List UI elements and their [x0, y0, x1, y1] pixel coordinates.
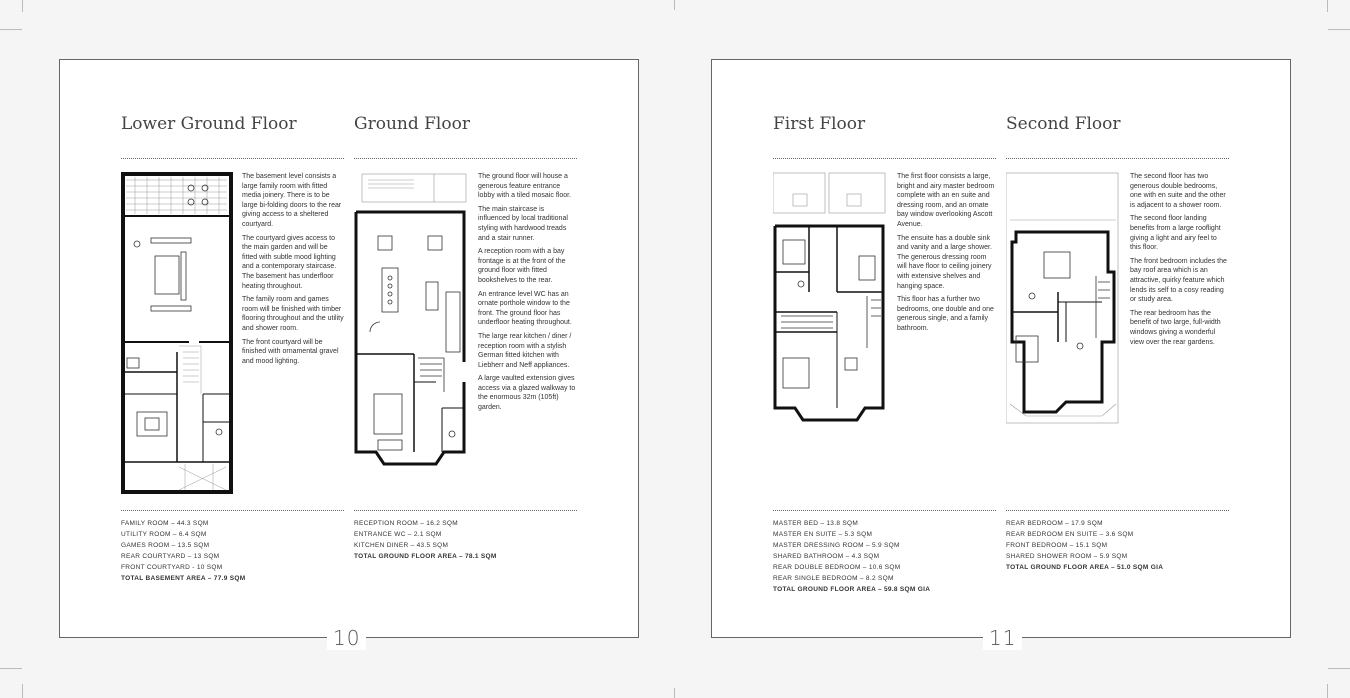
first-floor-plan: [773, 172, 889, 424]
dotted-divider: [354, 510, 577, 511]
area-schedule: [121, 518, 344, 584]
area-row: KITCHEN DINER – 43.5 SQM: [354, 542, 449, 549]
description-paragraph: The front bedroom includes the bay roof area which is an attractive, quirky feature which lends its self to a cosy reading or study area.: [1130, 257, 1227, 304]
area-row: GAMES ROOM – 13.5 SQM: [121, 542, 210, 549]
description-paragraph: The ground floor will house a generous feature entrance lobby with a tiled mosaic floor.: [478, 173, 571, 200]
area-row: REAR SINGLE BEDROOM – 8.2 SQM: [773, 575, 894, 582]
area-row: MASTER EN SUITE – 5.3 SQM: [773, 531, 873, 538]
description-paragraph: The first floor consists a large, bright and airy master bedroom complete with an en suite and dressing room, and an ornate bay window overlooking Ascott Avenue.: [897, 173, 995, 228]
description-paragraph: The second floor landing benefits from a large rooflight giving a light and airy feel to this floor.: [1130, 215, 1221, 252]
section-description: [897, 172, 996, 338]
dotted-divider: [121, 510, 344, 511]
dotted-divider: [773, 510, 996, 511]
page-number: 10: [327, 626, 366, 650]
area-row: MASTER BED – 13.8 SQM: [773, 520, 859, 527]
description-paragraph: The ensuite has a double sink and vanity and a large shower. The generous dressing room will have floor to ceiling joinery with extensive shelves and hanging space.: [897, 234, 992, 290]
dotted-divider: [1006, 510, 1229, 511]
area-row: REAR BEDROOM EN SUITE – 3.6 SQM: [1006, 531, 1134, 538]
dotted-divider: [354, 158, 577, 159]
area-total: TOTAL GROUND FLOOR AREA – 59.8 SQM GIA: [773, 586, 931, 593]
area-schedule: [1006, 518, 1229, 573]
description-paragraph: The basement level consists a large family room with fitted media joinery. There is to be large bi-folding doors to the rear giving access to a sheltered courtyard.: [242, 173, 342, 228]
area-schedule: [354, 518, 577, 562]
crop-mark: [0, 668, 22, 669]
description-paragraph: A reception room with a bay frontage is at the front of the ground floor with fitted bookshelves to the rear.: [478, 248, 566, 284]
section-title: Second Floor: [1006, 114, 1121, 134]
crop-mark: [674, 688, 675, 698]
area-row: RECEPTION ROOM – 16.2 SQM: [354, 520, 458, 527]
area-total: TOTAL GROUND FLOOR AREA – 51.0 SQM GIA: [1006, 564, 1164, 571]
dotted-divider: [773, 158, 996, 159]
crop-mark: [1328, 29, 1350, 30]
description-paragraph: The main staircase is influenced by local traditional styling with hardwood treads and a stair runner.: [478, 205, 568, 242]
area-schedule: [773, 518, 996, 595]
brochure-page-right: [711, 59, 1291, 650]
dotted-divider: [121, 158, 344, 159]
crop-mark: [22, 0, 23, 12]
crop-mark: [1327, 0, 1328, 12]
description-paragraph: A large vaulted extension gives access via a glazed walkway to the enormous 32m (105ft) garden.: [478, 375, 576, 412]
area-row: ENTRANCE WC – 2.1 SQM: [354, 531, 442, 538]
description-paragraph: The front courtyard will be finished with ornamental gravel and mood lighting.: [242, 338, 339, 365]
area-row: FRONT BEDROOM – 15.1 SQM: [1006, 542, 1108, 549]
crop-mark: [1328, 668, 1350, 669]
area-row: SHARED SHOWER ROOM – 5.9 SQM: [1006, 553, 1128, 560]
area-row: FRONT COURTYARD - 10 SQM: [121, 564, 223, 571]
lower-ground-floor-plan: [121, 172, 235, 496]
second-floor-plan: [1006, 172, 1120, 424]
area-row: REAR COURTYARD – 13 SQM: [121, 553, 220, 560]
section-title: First Floor: [773, 114, 866, 134]
ground-floor-plan: [354, 172, 468, 472]
section-title: Ground Floor: [354, 114, 470, 134]
area-total: TOTAL BASEMENT AREA – 77.9 SQM: [121, 575, 246, 582]
description-paragraph: The rear bedroom has the benefit of two large, full-width windows giving a wonderful view over the rear gardens.: [1130, 309, 1221, 346]
description-paragraph: An entrance level WC has an ornate porthole window to the front. The ground floor has underfloor heating throughout.: [478, 290, 572, 327]
description-paragraph: The family room and games room will be finished with timber flooring throughout and the utility and shower room.: [242, 296, 344, 332]
dotted-divider: [1006, 158, 1229, 159]
area-row: MASTER DRESSING ROOM – 5.9 SQM: [773, 542, 900, 549]
section-description: [1130, 172, 1229, 351]
description-paragraph: This floor has a further two bedrooms, one double and one generous single, and a family bathroom.: [897, 296, 994, 332]
description-paragraph: The large rear kitchen / diner / reception room with a stylish German fitted kitchen with Liebherr and Neff appliances.: [478, 332, 572, 369]
crop-mark: [674, 0, 675, 10]
area-row: FAMILY ROOM – 44.3 SQM: [121, 520, 209, 527]
section-description: [242, 172, 344, 370]
section-description: [478, 172, 577, 417]
page-number: 11: [983, 626, 1022, 650]
section-title: Lower Ground Floor: [121, 114, 297, 134]
area-row: UTILITY ROOM – 6.4 SQM: [121, 531, 207, 538]
crop-mark: [0, 29, 22, 30]
area-row: REAR BEDROOM – 17.9 SQM: [1006, 520, 1103, 527]
area-total: TOTAL GROUND FLOOR AREA – 78.1 SQM: [354, 553, 497, 560]
description-paragraph: The courtyard gives access to the main garden and will be fitted with subtle mood lighting and a contemporary staircase. The basement has underfloor heating throughout.: [242, 234, 337, 290]
area-row: REAR DOUBLE BEDROOM – 10.6 SQM: [773, 564, 901, 571]
description-paragraph: The second floor has two generous double bedrooms, one with en suite and the other is adjacent to a shower room.: [1130, 173, 1226, 209]
area-row: SHARED BATHROOM – 4.3 SQM: [773, 553, 880, 560]
crop-mark: [22, 684, 23, 698]
brochure-page-left: [59, 59, 639, 650]
crop-mark: [1327, 684, 1328, 698]
